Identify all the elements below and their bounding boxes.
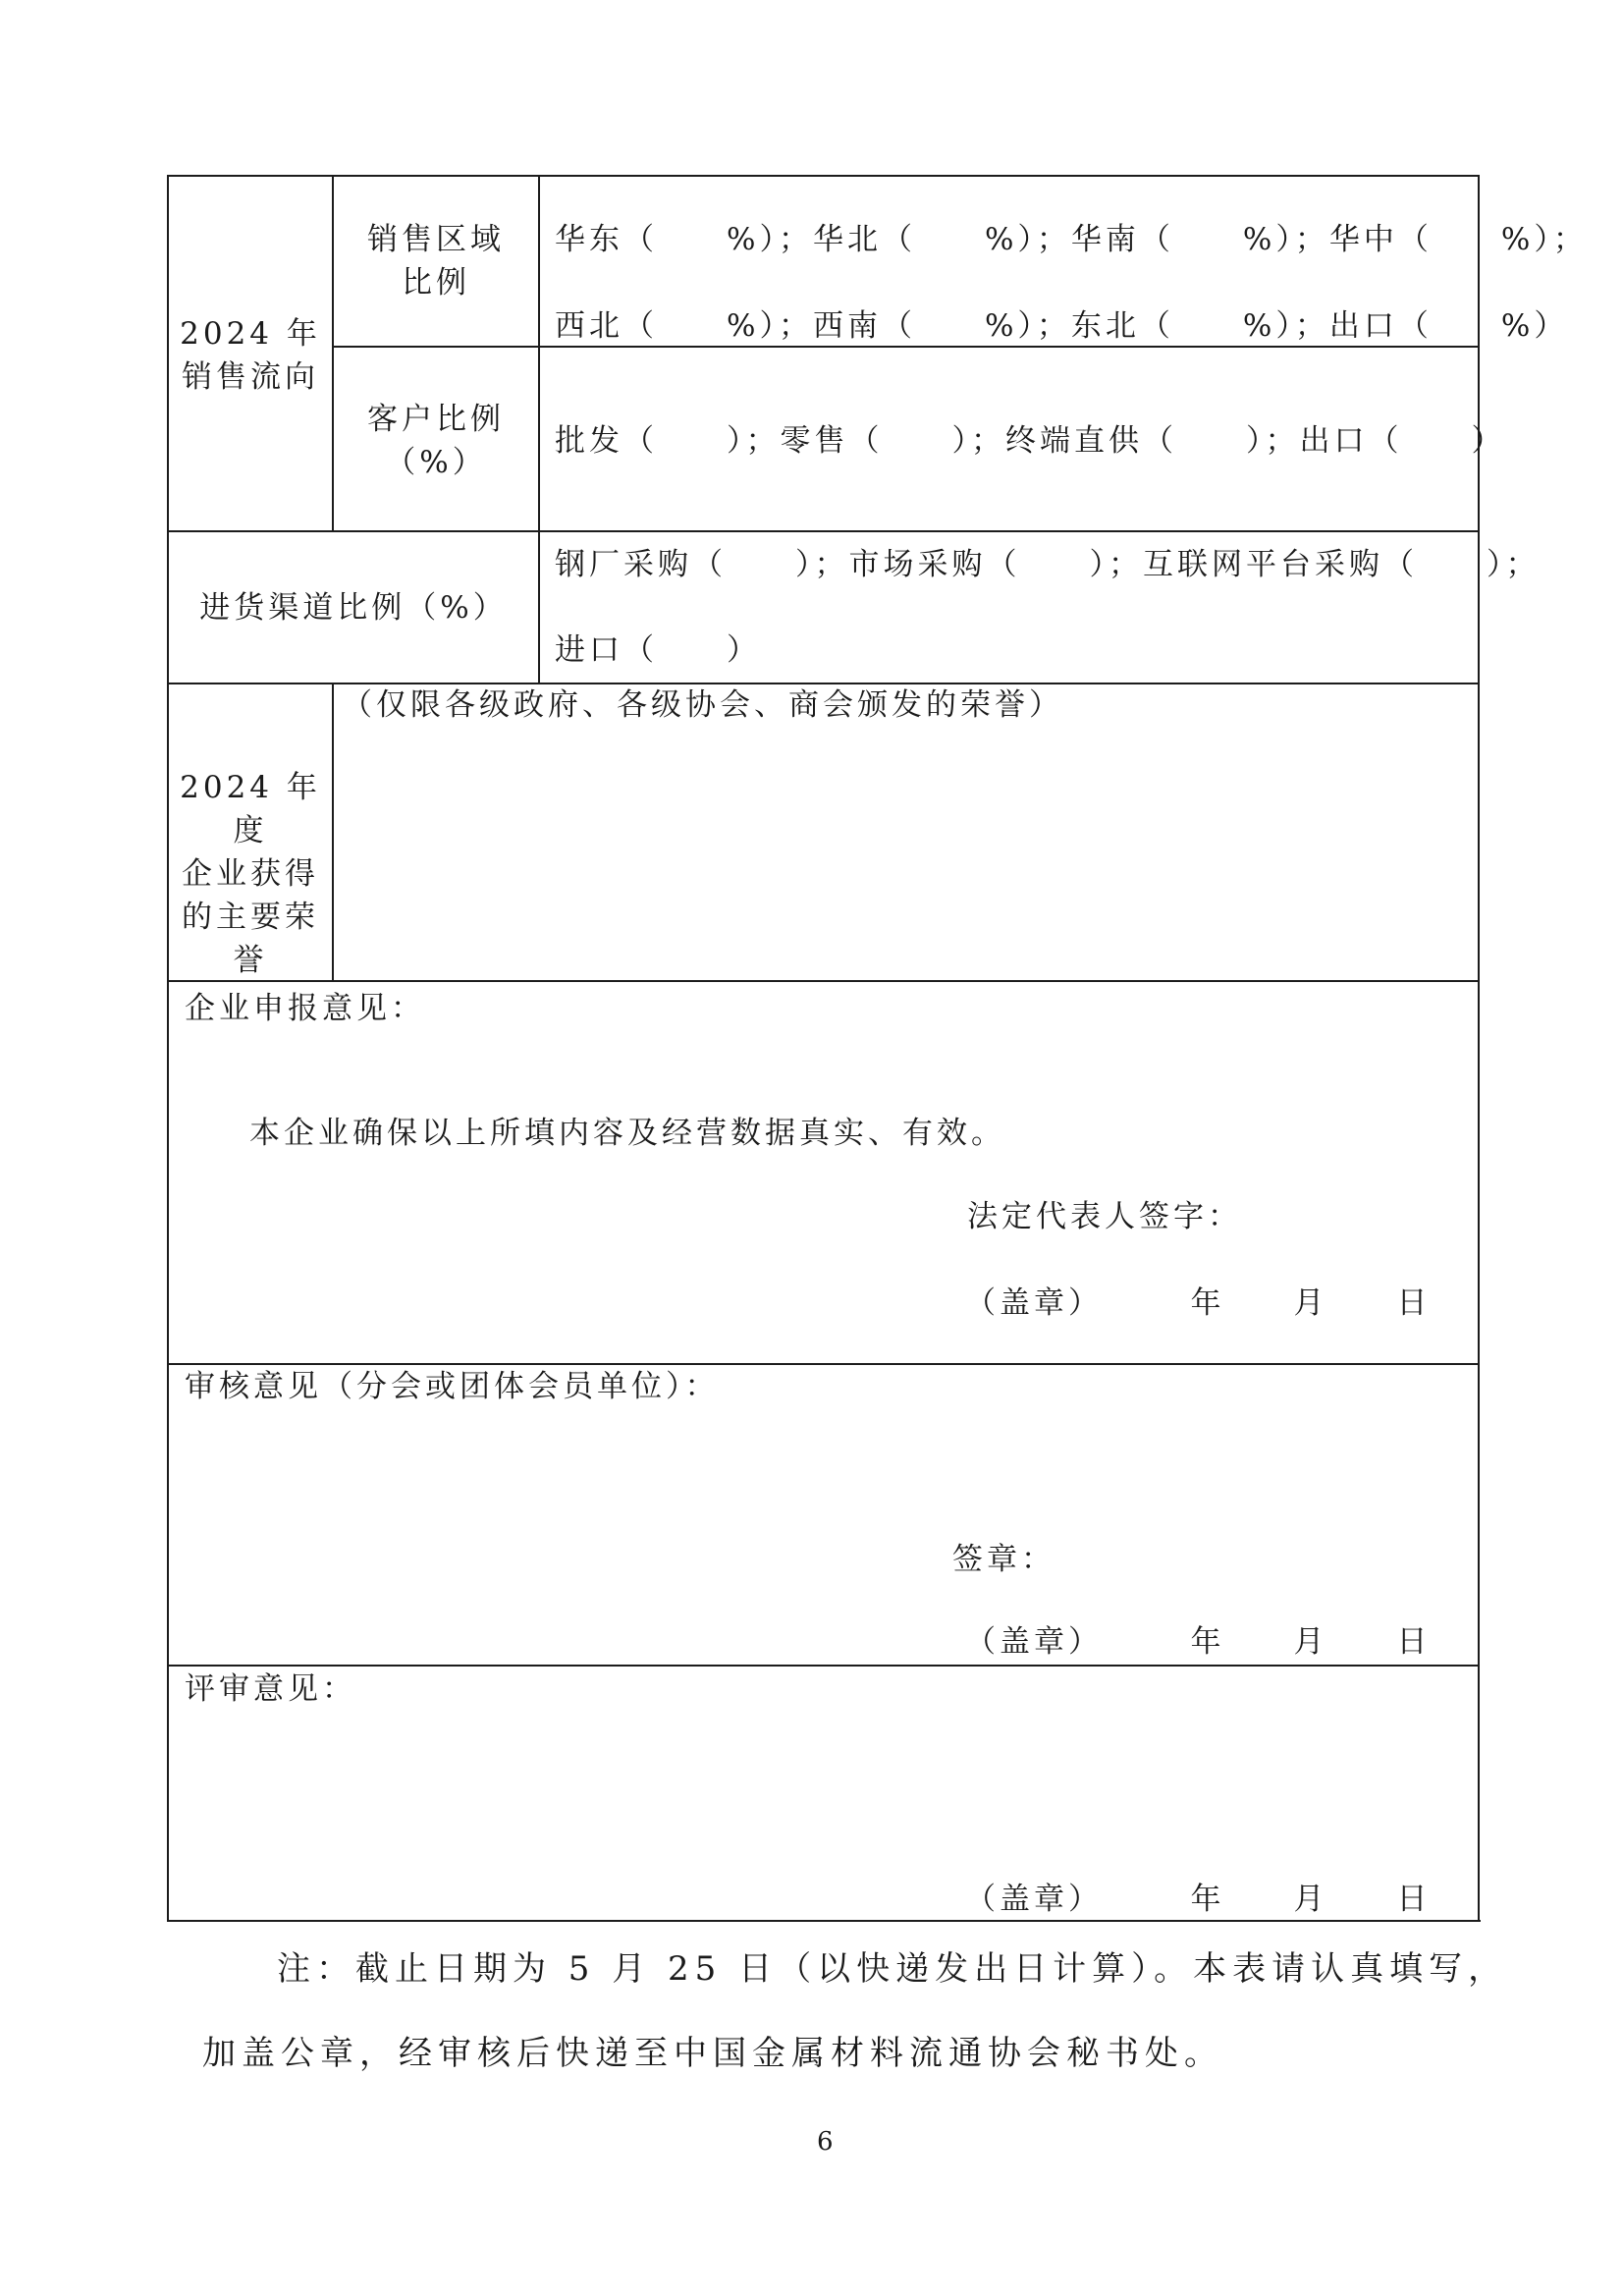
enterprise-statement: 本企业确保以上所填内容及经营数据真实、有效。 [249, 1116, 1005, 1151]
evaluation-opinion-title: 评审意见： [185, 1671, 356, 1707]
review-seal-label: 签章： [952, 1542, 1055, 1577]
footnote-line-2: 加盖公章，经审核后快递至中国金属材料流通协会秘书处。 [202, 2034, 1223, 2073]
purchase-channel-label: 进货渠道比例（%） [199, 590, 508, 626]
enterprise-seal-date: （盖章） 年 月 日 [965, 1285, 1432, 1321]
customer-ratio-label: 客户比例 （%） [367, 402, 505, 480]
sales-direction-heading: 2024 年 销售流向 [180, 316, 321, 395]
honors-label: 2024 年度 企业获得 的主要荣 誉 [180, 770, 321, 978]
table-divider [538, 175, 540, 684]
sales-region-line-2: 西北（ %）；西南（ %）；东北（ %）；出口（ %） [555, 308, 1569, 344]
table-divider [167, 980, 1479, 982]
enterprise-opinion-title: 企业申报意见： [185, 991, 425, 1026]
evaluation-seal-date: （盖章） 年 月 日 [965, 1882, 1432, 1917]
table-divider [167, 530, 1479, 532]
table-border-left [167, 175, 169, 1922]
page-number: 6 [817, 2127, 834, 2157]
sales-region-line-1: 华东（ %）；华北（ %）；华南（ %）；华中（ %）； [555, 222, 1588, 257]
table-border-top [167, 175, 1479, 177]
table-divider [167, 1665, 1479, 1667]
purchase-channel-line-1: 钢厂采购（ ）；市场采购（ ）；互联网平台采购（ ）； [555, 547, 1541, 582]
purchase-channel-line-2: 进口（ ） [555, 632, 761, 668]
footnote-line-1: 注：截止日期为 5 月 25 日（以快递发出日计算）。本表请认真填写， [277, 1949, 1508, 1989]
review-seal-date: （盖章） 年 月 日 [965, 1624, 1432, 1660]
table-divider [332, 683, 334, 982]
legal-representative-signature: 法定代表人签字： [967, 1199, 1242, 1234]
honors-hint: （仅限各级政府、各级协会、商会颁发的荣誉） [342, 687, 1063, 723]
customer-ratio-line: 批发（ ）；零售（ ）；终端直供（ ）；出口（ ） [555, 423, 1506, 459]
sales-region-label: 销售区域 比例 [367, 222, 505, 301]
review-opinion-title: 审核意见（分会或团体会员单位）： [185, 1369, 720, 1404]
